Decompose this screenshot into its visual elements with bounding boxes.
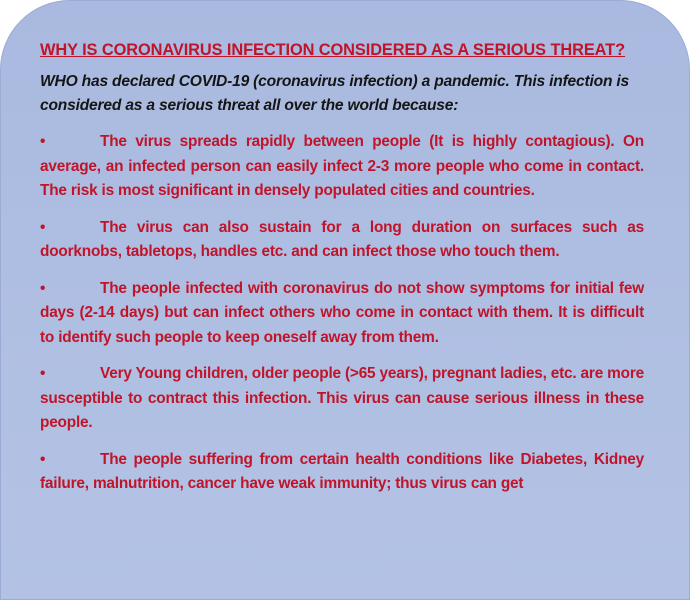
- list-item-text: The people suffering from certain health conditions like Diabetes, Kidney failure, malnutrition, cancer have weak immunity; thus virus can get: [40, 450, 644, 492]
- bullet-icon: •: [40, 279, 46, 297]
- bullet-icon: •: [40, 218, 46, 236]
- bullet-icon: •: [40, 133, 46, 150]
- panel-content: [40, 41, 644, 509]
- list-item-text: The virus can also sustain for a long duration on surfaces such as doorknobs, tabletops, handles etc. and can infect those who touch them.: [40, 218, 644, 260]
- list-item-text: The virus spreads rapidly between people (It is highly contagious). On average, an infected person can easily infect 2-3 more people who come in contact. The risk is most significant in densely populated cities and countries.: [40, 133, 644, 199]
- intro-paragraph: WHO has declared COVID-19 (coronavirus infection) a pandemic. This infection is considered as a serious threat all over the world because:: [40, 73, 630, 114]
- bullet-icon: •: [40, 365, 46, 382]
- list-item: [40, 130, 644, 204]
- list-item: [40, 362, 644, 436]
- page-title: WHY IS CORONAVIRUS INFECTION CONSIDERED AS A SERIOUS THREAT?: [40, 41, 626, 59]
- list-item-text: Very Young children, older people (>65 years), pregnant ladies, etc. are more susceptible to contract this infection. This virus can cause serious illness in these people.: [40, 365, 644, 431]
- bullet-icon: •: [40, 450, 46, 468]
- list-item: [40, 277, 644, 351]
- list-item: [40, 216, 644, 265]
- list-item-text: The people infected with coronavirus do not show symptoms for initial few days (2-14 days) but can infect others who come in contact with them. It is difficult to identify such people to keep oneself away from them.: [40, 279, 644, 346]
- list-item: [40, 448, 644, 497]
